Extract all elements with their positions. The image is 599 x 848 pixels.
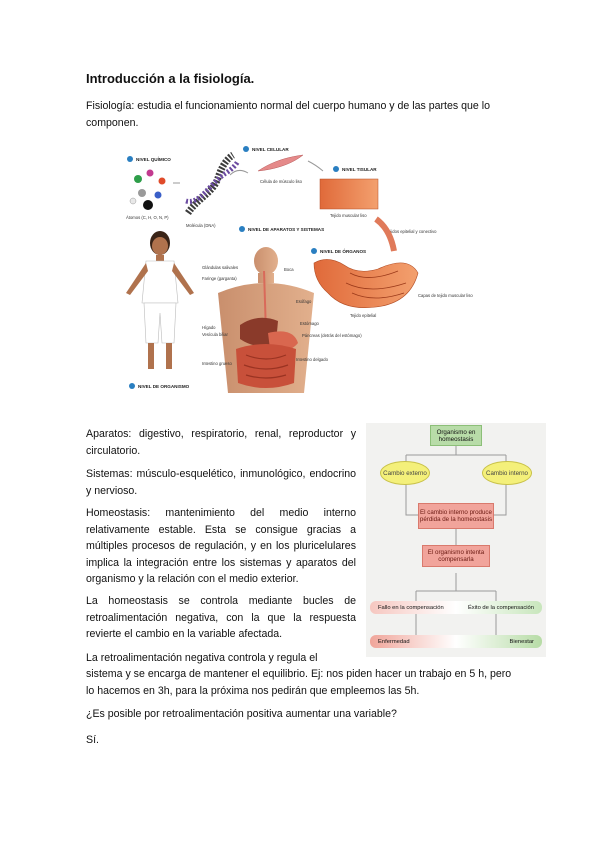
paragraph-fisiologia: Fisiología: estudia el funcionamiento normal del cuerpo humano y de las partes que lo componen. [86, 100, 490, 129]
dna-drawing [186, 155, 238, 213]
paragraph-retroalimentacion-2: sistema y se encarga de mantener el equilibrio. Ej: nos piden hacer un trabajo en 5 h, pero lo hacemos en 3h, para la próxima nos pedirán que empleemos las 5h. [86, 668, 512, 697]
child-figure-drawing [126, 231, 194, 369]
level-marker-6 [129, 383, 135, 389]
paragraph-respuesta: Sí. [86, 734, 99, 746]
label-tejido: Tejido muscular liso [330, 213, 367, 218]
label-glandulas: Glándulas salivales [202, 265, 239, 270]
homeostasis-flow-diagram [366, 423, 546, 657]
level-marker-3 [333, 166, 339, 172]
page-title: Introducción a la fisiología. [86, 71, 255, 86]
box-perdida-homeostasis: El cambio interno produce pérdida de la homeostasis [418, 503, 494, 529]
label-molecula: Molécula (DNA) [186, 223, 216, 228]
label-tejido-epitelial: Tejido epitelial [350, 313, 377, 318]
label-esofago: Esófago [296, 299, 312, 304]
label-fallo: Fallo en la compensación [378, 604, 444, 611]
paragraph-bucles: La homeostasis se controla mediante bucles de retroalimentación negativa, con la que la respuesta revierte el cambio en la variable afectada. [86, 595, 356, 640]
label-int-grueso: Intestino grueso [202, 361, 232, 366]
label-pancreas: Páncreas (detrás del estómago) [302, 333, 362, 338]
label-higado: Hígado [202, 325, 216, 330]
label-nivel-organismo: NIVEL DE ORGANISMO [138, 384, 190, 389]
paragraph-sistemas: Sistemas: músculo-esquelético, inmunológico, endocrino y nervioso. [86, 468, 356, 497]
paragraph-homeostasis: Homeostasis: mantenimiento del medio interno relativamente estable. Esta se consigue gracias a múltiples procesos de regulación, y en los pluricelulares implica la integración entre los sistemas y aparatos del organismo y la relación con el medio exterior. [86, 507, 356, 585]
label-atomos: Átomos (C, H, O, N, P) [126, 215, 169, 220]
bar-resultado-final [370, 635, 542, 648]
label-tejidos-sub: Tejidos epitelial y conectivo [386, 229, 437, 234]
levels-illustration [118, 143, 483, 393]
label-nivel-quimico: NIVEL QUÍMICO [136, 157, 171, 162]
label-capas: Capas de tejido muscular liso [418, 293, 473, 298]
level-marker-5 [311, 248, 317, 254]
level-marker-4 [239, 226, 245, 232]
levels-of-organization-figure [118, 143, 483, 393]
label-estomago: Estómago [300, 321, 319, 326]
label-int-delgado: Intestino delgado [296, 357, 328, 362]
box-organismo: Organismo en homeostasis [430, 425, 482, 446]
paragraph-pregunta: ¿Es posible por retroalimentación positiva aumentar una variable? [86, 708, 397, 720]
level-marker-1 [127, 156, 133, 162]
tissue-drawing [320, 179, 378, 209]
label-nivel-tisular: NIVEL TISULAR [342, 167, 377, 172]
oval-cambio-interno: Cambio interno [482, 461, 532, 485]
paragraph-retroalimentacion-1: La retroalimentación negativa controla y regula el [86, 652, 318, 664]
bar-resultado-compensacion [370, 601, 542, 614]
cell-drawing [258, 155, 303, 171]
level-marker-2 [243, 146, 249, 152]
label-enfermedad: Enfermedad [378, 638, 410, 645]
label-nivel-aparatos: NIVEL DE APARATOS Y SISTEMAS [248, 227, 325, 232]
oval-cambio-externo: Cambio externo [380, 461, 430, 485]
label-nivel-organos: NIVEL DE ÓRGANOS [320, 249, 367, 254]
label-celula: Célula de músculo liso [260, 179, 302, 184]
paragraph-aparatos: Aparatos: digestivo, respiratorio, renal, reproductor y circulatorio. [86, 428, 356, 457]
label-exito: Éxito de la compensación [467, 604, 534, 611]
label-nivel-celular: NIVEL CELULAR [252, 147, 289, 152]
label-bienestar: Bienestar [509, 638, 534, 645]
label-boca: Boca [284, 267, 294, 272]
label-faringe: Faringe (garganta) [202, 276, 237, 281]
label-vesicula: Vesícula biliar [202, 332, 228, 337]
atoms-drawing [130, 170, 166, 211]
flow-connectors [366, 423, 546, 657]
box-compensacion: El organismo intenta compensarla [422, 545, 490, 567]
